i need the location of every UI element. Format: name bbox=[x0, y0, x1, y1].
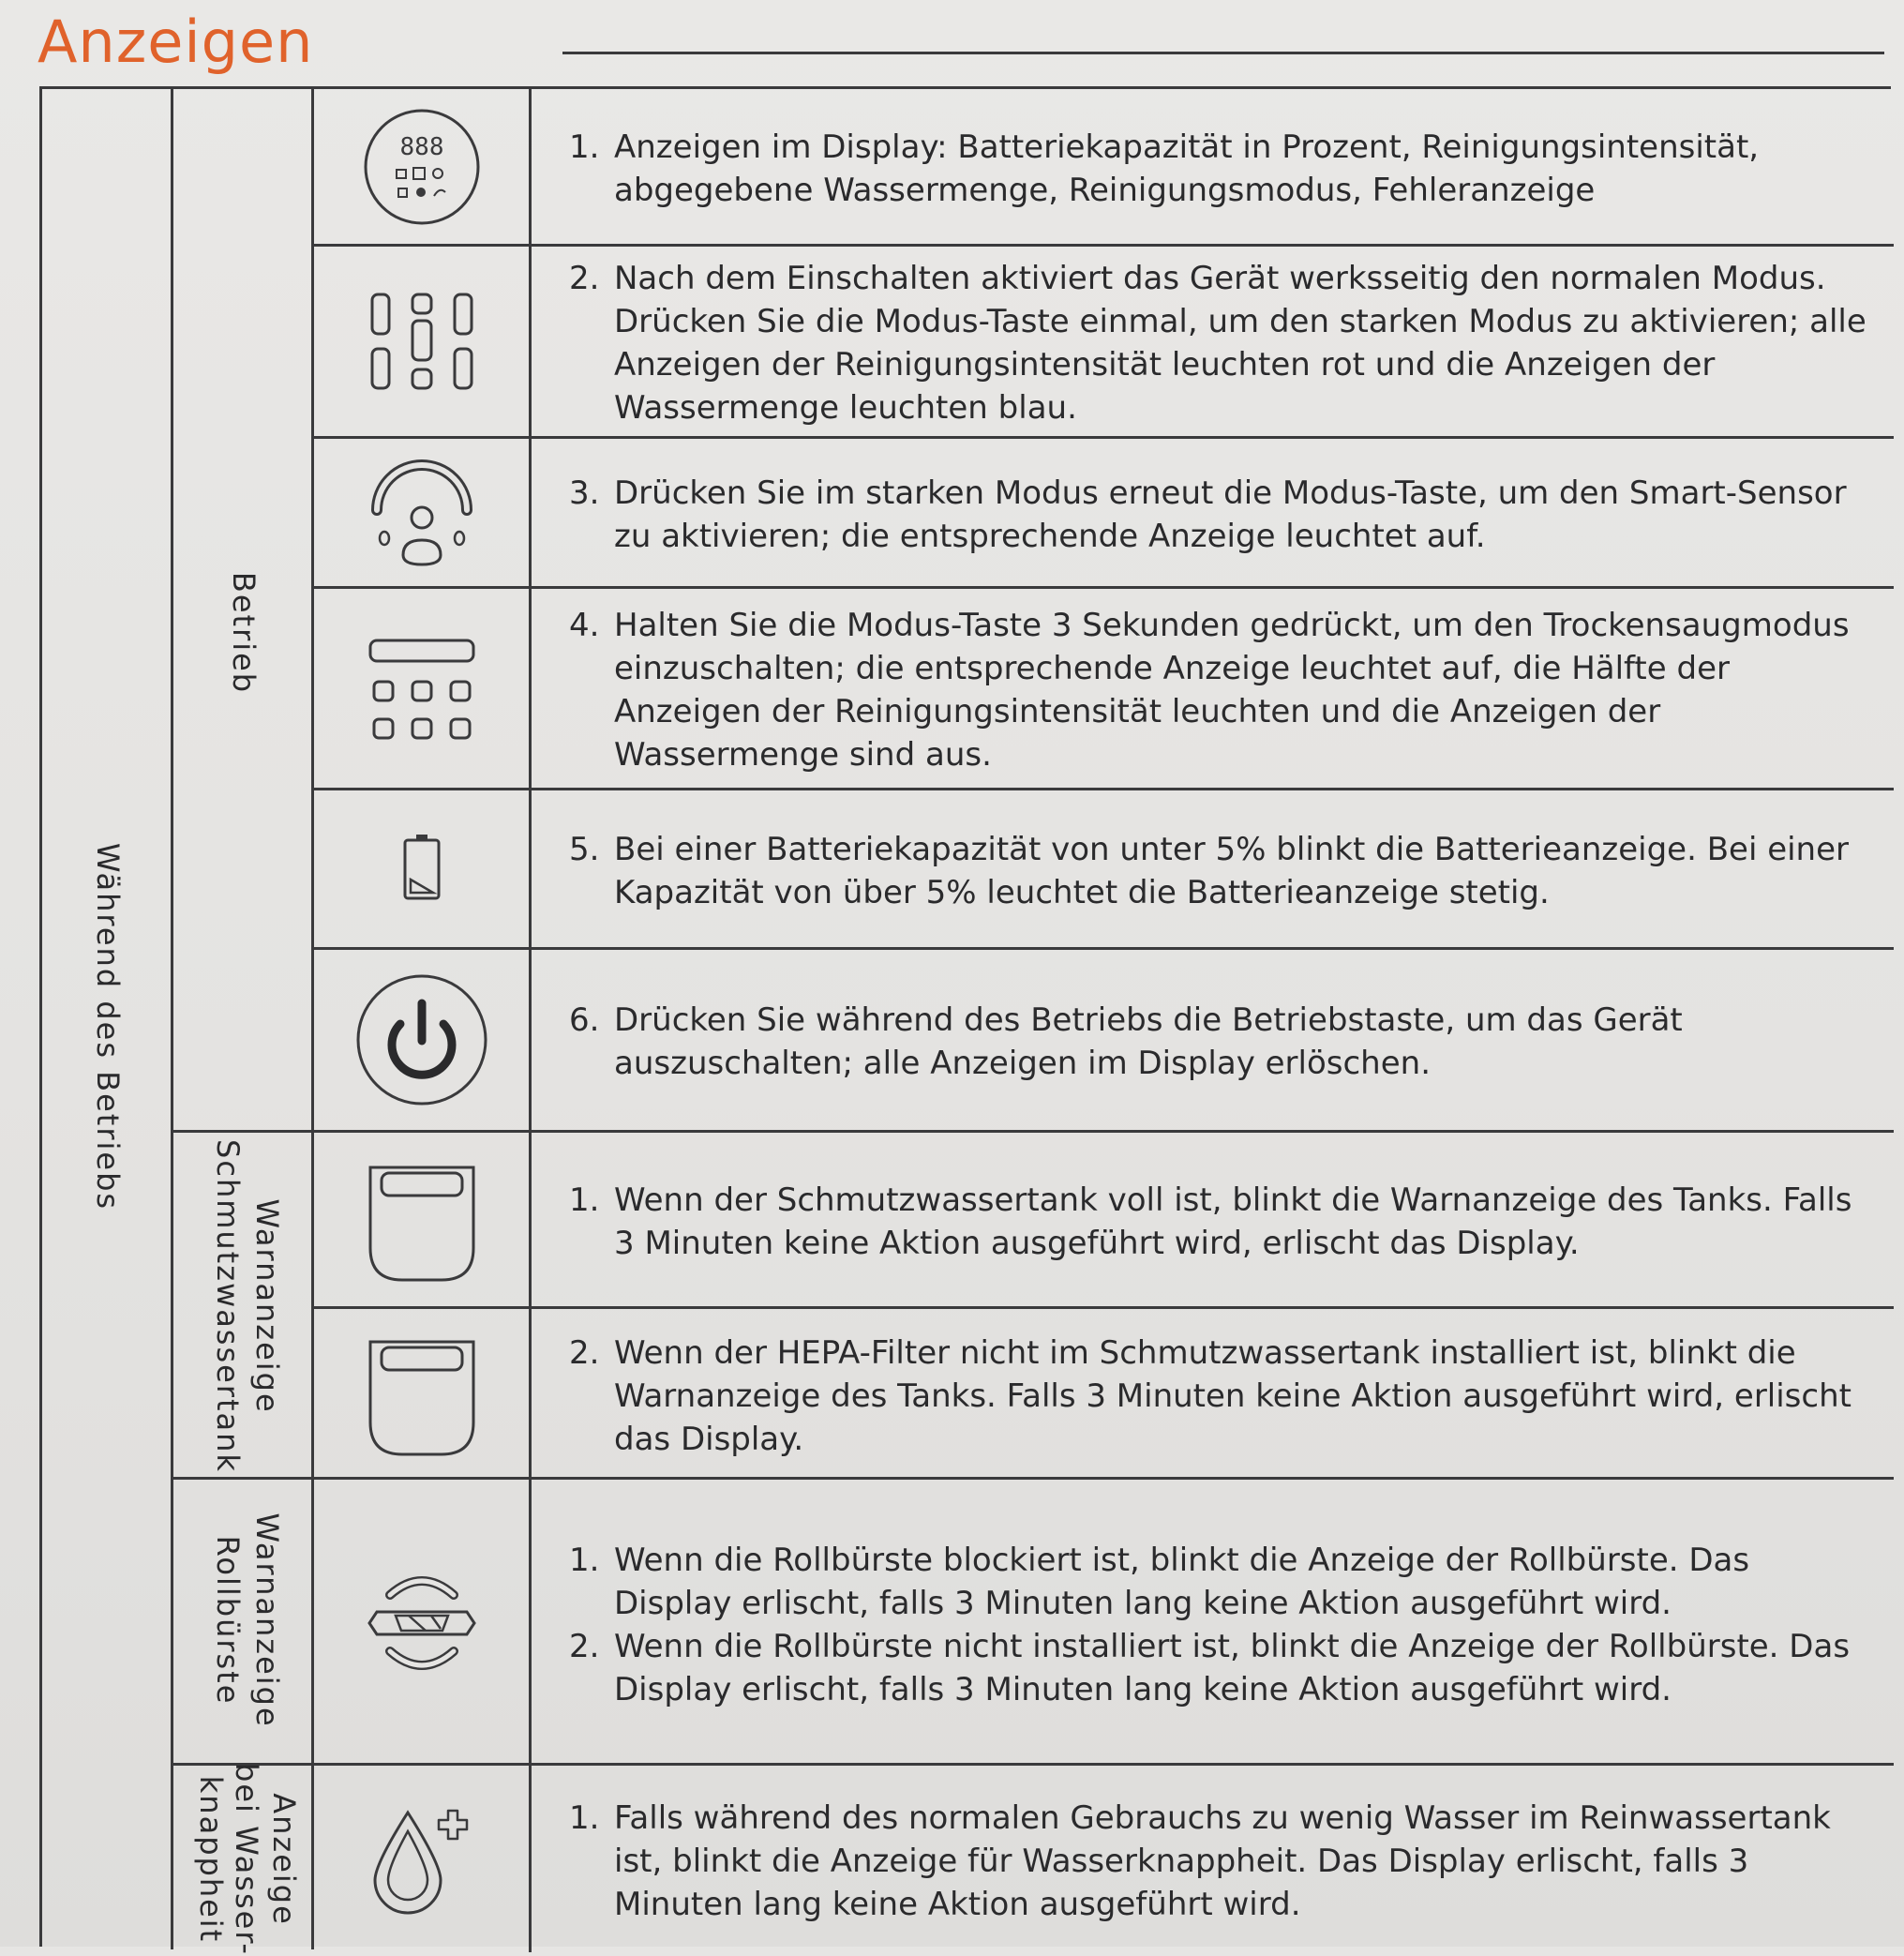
row-text: 4. Halten Sie die Modus-Taste 3 Sekunden gedrückt, um den Trockensaugmodus einzuschalten; die entsprechende Anzeige leuchtet auf, die Hälfte der Anzeigen der Reinigungsintensität leuchten und die Anzeigen der Wassermenge sind aus. bbox=[569, 607, 1850, 774]
section-dirty-tank-warning bbox=[173, 1130, 1894, 1477]
row-text: 3. Drücken Sie im starken Modus erneut die Modus-Taste, um den Smart-Sensor zu aktivieren; die entsprechende Anzeige leuchtet auf. bbox=[569, 474, 1847, 555]
row-text: 1. Falls während des normalen Gebrauchs zu wenig Wasser im Reinwassertank ist, blinkt die Anzeige für Wasserknappheit. Das Display erlischt, falls 3 Minuten lang keine Aktion ausgeführt wird. bbox=[569, 1798, 1831, 1923]
dry-suction-mode-icon bbox=[314, 589, 532, 788]
section-label: Betrieb bbox=[226, 571, 262, 695]
table-row bbox=[314, 1133, 1894, 1306]
section-label-line: Rollbürste bbox=[210, 1535, 246, 1706]
section-label-cell bbox=[173, 1763, 314, 1956]
row-text: 1. Wenn die Rollbürste blockiert ist, blinkt die Anzeige der Rollbürste. Das Display erlischt, falls 3 Minuten lang keine Aktion ausgeführt wird. 2. Wenn die Rollbürste nicht installiert ist, blinkt die Anzeige der Rollbürste. Das Display erlischt, falls 3 Minuten lang keine Aktion ausgeführt wird. bbox=[569, 1541, 1851, 1708]
section-betrieb bbox=[173, 89, 1894, 1130]
row-text: 1. Wenn der Schmutzwassertank voll ist, blinkt die Warnanzeige des Tanks. Falls 3 Minuten keine Aktion ausgeführt wird, erlischt das Display. bbox=[569, 1181, 1852, 1262]
table-row bbox=[314, 586, 1894, 788]
display-digits: 888 bbox=[399, 132, 443, 161]
indicator-table bbox=[39, 86, 1891, 1956]
row-text: 6. Drücken Sie während des Betriebs die Betriebstaste, um das Gerät auszuschalten; alle Anzeigen im Display erlöschen. bbox=[569, 1001, 1683, 1082]
section-label-line: Anzeige bbox=[266, 1793, 302, 1926]
table-row bbox=[314, 788, 1894, 947]
water-shortage-icon bbox=[314, 1766, 532, 1952]
table-row bbox=[314, 244, 1894, 436]
section-label-cell bbox=[173, 89, 314, 1130]
row-text: 1. Anzeigen im Display: Batteriekapazität in Prozent, Reinigungsintensität, abgegebene Wassermenge, Reinigungsmodus, Fehleranzeige bbox=[569, 128, 1760, 209]
section-label-line: knappheit bbox=[193, 1775, 229, 1944]
table-row bbox=[314, 1306, 1894, 1480]
display-panel-icon bbox=[314, 89, 532, 244]
phase-label: Während des Betriebs bbox=[90, 842, 126, 1211]
smart-sensor-icon bbox=[314, 439, 532, 586]
normal-mode-indicators-icon bbox=[314, 247, 532, 436]
row-text: 2. Nach dem Einschalten aktiviert das Gerät werksseitig den normalen Modus. Drücken Sie die Modus-Taste einmal, um den starken Modus zu aktivieren; alle Anzeigen der Reinigungsintensität leuchten rot und die Anzeigen der Wassermenge leuchten blau. bbox=[569, 260, 1867, 427]
roller-brush-icon bbox=[314, 1480, 532, 1766]
battery-icon bbox=[314, 790, 532, 947]
table-row bbox=[314, 89, 1894, 244]
section-label-line: bei Wasser- bbox=[229, 1763, 264, 1956]
section-label-line: Warnanzeige bbox=[249, 1512, 285, 1728]
page-title: Anzeigen bbox=[37, 8, 314, 76]
row-text: 5. Bei einer Batteriekapazität von unter 5% blinkt die Batterieanzeige. Bei einer Kapazität von über 5% leuchtet die Batterieanzeige stetig. bbox=[569, 830, 1850, 911]
section-label-line: Warnanzeige bbox=[249, 1198, 285, 1414]
section-water-shortage bbox=[173, 1763, 1894, 1956]
phase-column bbox=[42, 89, 173, 1949]
power-icon[interactable] bbox=[314, 950, 532, 1130]
section-roller-brush-warning bbox=[173, 1477, 1894, 1763]
table-row bbox=[314, 1766, 1894, 1952]
table-row bbox=[314, 947, 1894, 1130]
table-row bbox=[314, 436, 1894, 586]
row-text: 2. Wenn der HEPA-Filter nicht im Schmutzwassertank installiert ist, blinkt die Warnanzeige des Tanks. Falls 3 Minuten keine Aktion ausgeführt wird, erlischt das Display. bbox=[569, 1334, 1852, 1458]
table-row bbox=[314, 1480, 1894, 1766]
dirty-tank-icon bbox=[314, 1133, 532, 1306]
section-label-cell bbox=[173, 1480, 314, 1763]
table-top-rule bbox=[562, 52, 1884, 54]
dirty-tank-icon bbox=[314, 1309, 532, 1480]
section-label-cell bbox=[173, 1133, 314, 1477]
section-label-line: Schmutzwassertank bbox=[210, 1139, 246, 1473]
